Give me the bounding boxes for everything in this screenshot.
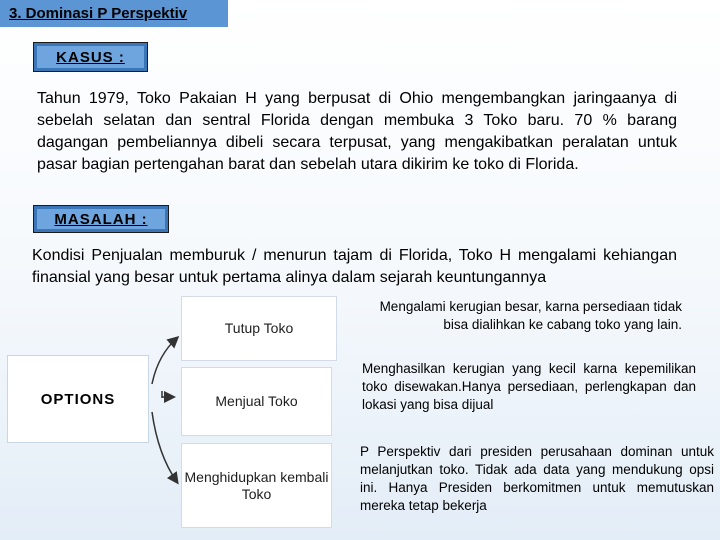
masalah-text: Kondisi Penjualan memburuk / menurun tajam di Florida, Toko H mengalami kehiangan finansial yang besar untuk pertama alinya dalam sejarah keuntungannya <box>32 247 677 286</box>
option-menjual-toko: Menjual Toko <box>181 367 332 436</box>
option-tutup-toko-desc: Mengalami kerugian besar, karna persediaan tidak bisa dialihkan ke cabang toko yang lain. <box>379 299 682 332</box>
kasus-label: KASUS : <box>33 42 148 72</box>
connector-to-tutup-toko <box>152 338 177 384</box>
option-menghidupkan-toko: Menghidupkan kembali Toko <box>181 443 332 528</box>
kasus-text: Tahun 1979, Toko Pakaian H yang berpusat di Ohio mengembangkan jaringaanya di sebelah selatan dan sentral Florida dengan membuka 3 Toko baru. 70 % barang dagangan pembeliannya dibeli secara terpusat, yang mengakibatkan peralatan untuk pasar bagian pertengahan barat dan sebelah utara dikirim ke toko di Florida. <box>37 90 677 173</box>
option-menjual-toko-desc: Menghasilkan kerugian yang kecil karna kepemilikan toko disewakan.Hanya persediaan, perlengkapan dan lokasi yang bisa dijual <box>362 361 696 412</box>
masalah-label: MASALAH : <box>33 205 169 233</box>
option-menghidupkan-toko-desc: P Perspektiv dari presiden perusahaan dominan untuk melanjutkan toko. Tidak ada data yang mendukung opsi ini. Hanya Presiden berkomitmen untuk memutuskan mereka tetap bekerja <box>360 444 714 513</box>
options-box: OPTIONS <box>7 355 149 443</box>
slide-title: 3. Dominasi P Perspektiv <box>0 0 228 27</box>
option-tutup-toko: Tutup Toko <box>181 296 337 361</box>
connector-to-menghidupkan-toko <box>152 412 177 482</box>
